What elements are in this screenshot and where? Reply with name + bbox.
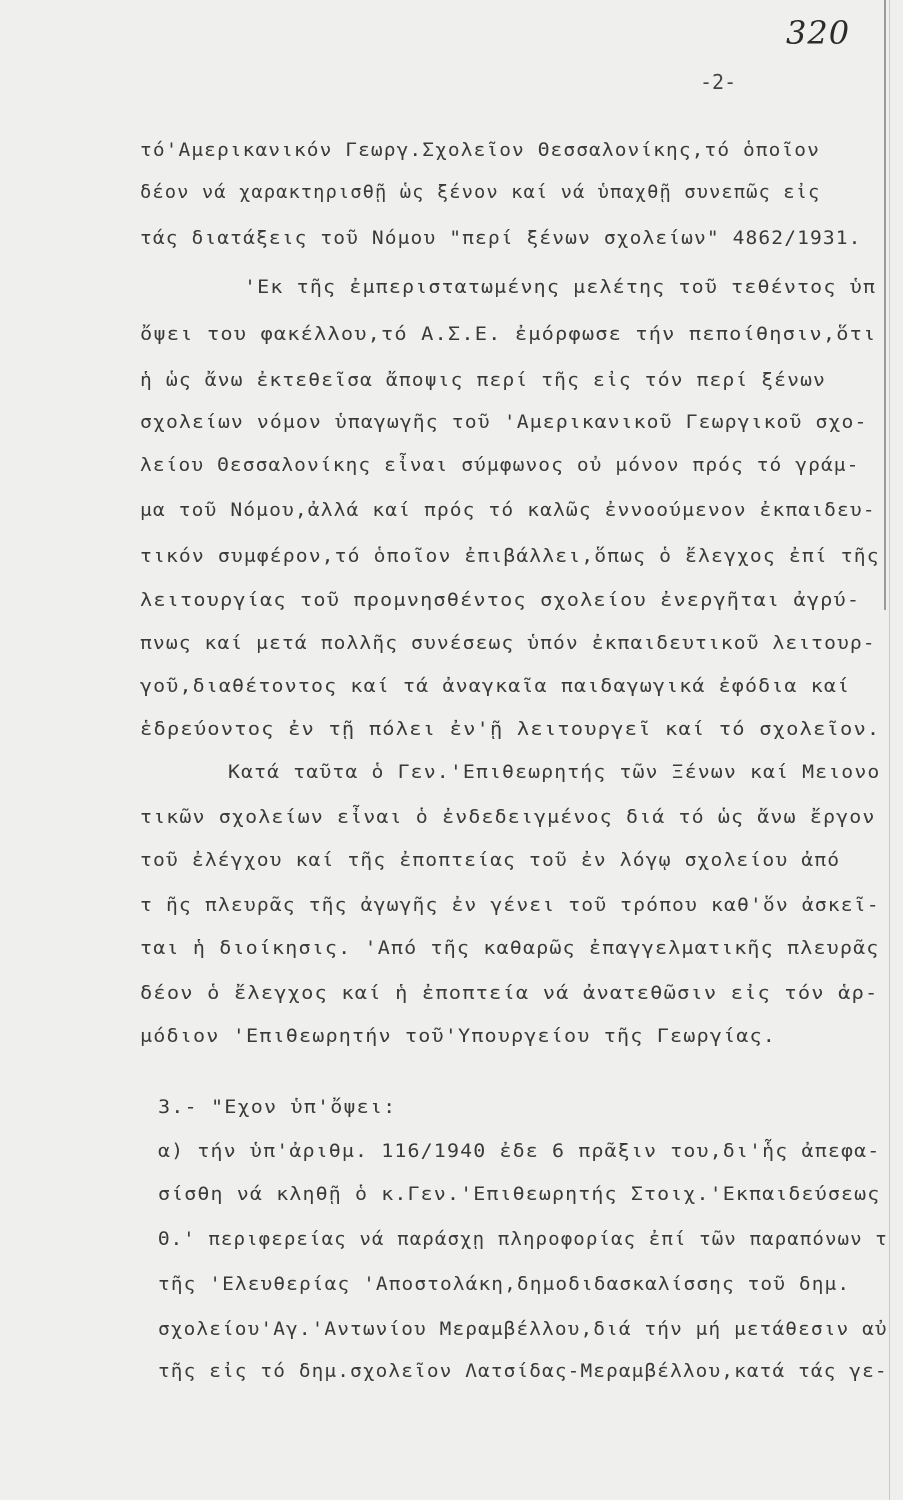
text-line: σχολείων νόμον ὑπαγωγῆς τοῦ 'Αμερικανικοῦ Γεωργικοῦ σχο- bbox=[140, 412, 868, 433]
text-line: 'Εκ τῆς ἐμπεριστατωμένης μελέτης τοῦ τεθέντος ὑπ bbox=[244, 277, 877, 298]
text-line: τικῶν σχολείων εἶναι ὁ ἐνδεδειγμένος διά τό ὡς ἄνω ἔργον bbox=[140, 807, 876, 828]
text-line: τό'Αμερικανικόν Γεωργ.Σχολεῖον Θεσσαλονίκης,τό ὁποῖον bbox=[140, 140, 820, 161]
text-line: Θ.' περιφερείας νά παράσχῃ πληροφορίας ἐπί τῶν παραπόνων τ bbox=[158, 1229, 888, 1250]
text-line: δέον ὁ ἔλεγχος καί ἡ ἐποπτεία νά ἀνατεθῶσιν εἰς τόν ἁρ- bbox=[140, 983, 879, 1004]
text-line: τῆς εἰς τό δημ.σχολεῖον Λατσίδας-Μεραμβέλλου,κατά τάς γε- bbox=[158, 1361, 888, 1382]
page-edge-secondary bbox=[889, 0, 890, 1500]
text-line: τῆς 'Ελευθερίας 'Αποστολάκη,δημοδιδασκαλίσσης τοῦ δημ. bbox=[158, 1274, 851, 1295]
text-line: λείου Θεσσαλονίκης εἶναι σύμφωνος οὐ μόνον πρός τό γράμ- bbox=[140, 455, 860, 476]
text-line: τ ῆς πλευρᾶς τῆς ἀγωγῆς ἐν γένει τοῦ τρόπου καθ'ὅν ἀσκεῖ- bbox=[140, 895, 880, 916]
page-number: -2- bbox=[700, 70, 737, 94]
text-line: σχολείου'Αγ.'Αντωνίου Μεραμβέλλου,διά τήν μή μετάθεσιν αὐ bbox=[158, 1319, 888, 1340]
text-line: 3.- "Εχον ὑπ'ὄψει: bbox=[158, 1097, 397, 1118]
text-line: μόδιον 'Επιθεωρητήν τοῦ'Υπουργείου τῆς Γεωργίας. bbox=[140, 1026, 777, 1047]
text-line: λειτουργίας τοῦ προμνησθέντος σχολείου ἐνεργῆται ἀγρύ- bbox=[140, 590, 861, 611]
text-line: σίσθη νά κληθῇ ὁ κ.Γεν.'Επιθεωρητής Στοιχ.'Εκπαιδεύσεως bbox=[158, 1184, 881, 1205]
page-edge bbox=[884, 0, 886, 610]
handwritten-folio-number: 320 bbox=[786, 14, 851, 52]
text-line: τοῦ ἐλέγχου καί τῆς ἐποπτείας τοῦ ἐν λόγῳ σχολείου ἀπό bbox=[140, 850, 841, 871]
text-line: μα τοῦ Νόμου,ἀλλά καί πρός τό καλῶς ἐννοούμενον ἐκπαιδευ- bbox=[140, 500, 876, 521]
text-line: ὄψει του φακέλλου,τό Α.Σ.Ε. ἐμόρφωσε τήν πεποίθησιν,ὅτι bbox=[140, 324, 877, 345]
text-line: α) τήν ὑπ'ἀριθμ. 116/1940 ἐδε 6 πρᾶξιν του,δι'ἧς ἀπεφα- bbox=[158, 1141, 881, 1162]
text-line: δέον νά χαρακτηρισθῇ ὡς ξένον καί νά ὑπαχθῇ συνεπῶς εἰς bbox=[140, 182, 821, 203]
text-line: γοῦ,διαθέτοντος καί τά ἀναγκαῖα παιδαγωγικά ἐφόδια καί bbox=[140, 676, 851, 697]
text-line: τικόν συμφέρον,τό ὁποῖον ἐπιβάλλει,ὅπως ὁ ἔλεγχος ἐπί τῆς bbox=[140, 546, 880, 567]
text-line: πνως καί μετά πολλῆς συνέσεως ὑπόν ἐκπαιδευτικοῦ λειτουρ- bbox=[140, 633, 876, 654]
text-line: ἑδρεύοντος ἐν τῇ πόλει ἐν'ῇ λειτουργεῖ καί τό σχολεῖον. bbox=[140, 719, 881, 740]
text-line: Κατά ταῦτα ὁ Γεν.'Επιθεωρητής τῶν Ξένων καί Μειονο bbox=[228, 762, 881, 783]
text-line: ἡ ὡς ἄνω ἐκτεθεῖσα ἄποψις περί τῆς εἰς τόν περί ξένων bbox=[140, 370, 826, 391]
text-line: ται ἡ διοίκησις. 'Από τῆς καθαρῶς ἐπαγγελματικῆς πλευρᾶς bbox=[140, 938, 880, 959]
text-line: τάς διατάξεις τοῦ Νόμου "περί ξένων σχολείων" 4862/1931. bbox=[140, 228, 862, 249]
